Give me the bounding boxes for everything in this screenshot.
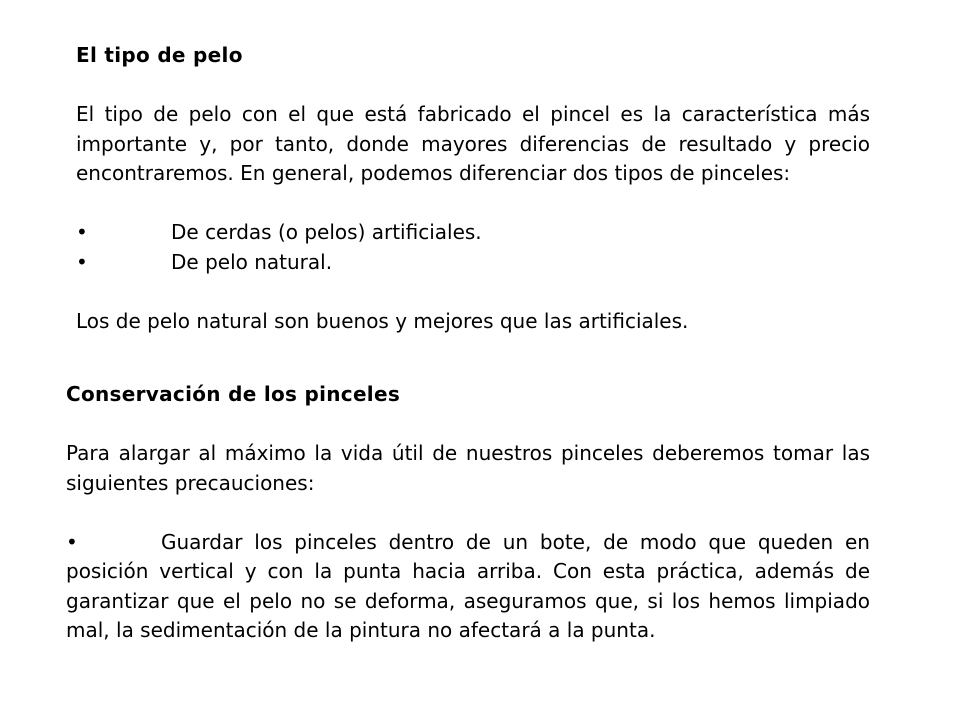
intro-paragraph: El tipo de pelo con el que está fabricado el pincel es la característica más importante y, por tanto, donde mayores diferencias de resultado y precio encontraremos. En general, podemos diferenciar dos tipos de pinceles:	[76, 102, 870, 185]
intro-paragraph: Para alargar al máximo la vida útil de nuestros pinceles deberemos tomar las siguientes precauciones:	[66, 441, 870, 495]
section-hair-type	[76, 41, 870, 336]
section-title: Conservación de los pinceles	[66, 382, 401, 406]
conclusion-paragraph: Los de pelo natural son buenos y mejores que las artificiales.	[76, 308, 689, 333]
section-title: El tipo de pelo	[76, 43, 243, 67]
bullet-icon: •	[76, 220, 88, 244]
list-item	[66, 528, 870, 646]
bullet-icon: •	[66, 529, 78, 554]
list-item-text: De pelo natural.	[171, 249, 333, 274]
list-item	[76, 218, 870, 248]
bullet-icon: •	[76, 249, 88, 274]
list-item-text: De cerdas (o pelos) artificiales.	[171, 220, 482, 244]
section-brush-care	[66, 380, 870, 646]
list-item	[76, 248, 870, 278]
list-item-text: Guardar los pinceles dentro de un bote, de modo que queden en posición vertical y con la punta hacia arriba. Con esta práctica, además de garantizar que el pelo no se deforma, aseguramos que, si los hemos limpiado mal, la sedimentación de la pintura no afectará a la punta.	[66, 529, 870, 642]
